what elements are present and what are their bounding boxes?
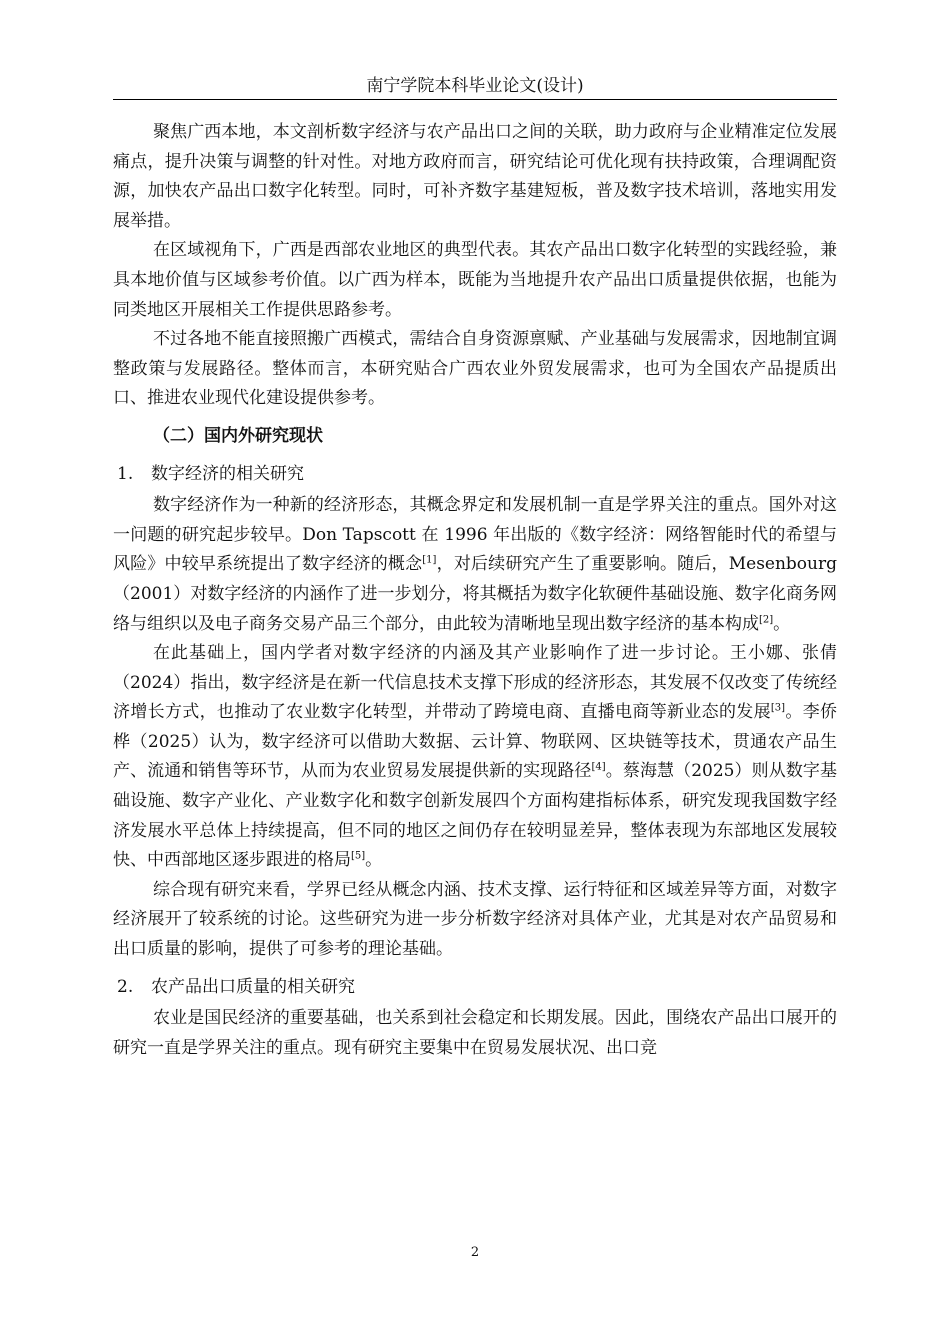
subheading-text: 农产品出口质量的相关研究 [151,976,355,997]
body-text [113,118,837,1063]
page-number: 2 [470,1245,480,1260]
subheading-digital-economy [113,460,837,490]
citation-ref: [3] [770,702,786,714]
text-run: 。蔡海慧（2025）则从数字基础设施、数字产业化、产业数字化和数字创新发展四个方面构建指标体系，研究发现我国数字经济发展水平总体上持续提高，但不同的地区之间仍存在较明显差异，整体表现为东部地区发展较快、中西部地区逐步跟进的格局 [113,761,838,871]
subheading-text: 数字经济的相关研究 [151,463,304,484]
citation-ref: [2] [759,613,774,625]
text-run: 。李侨桦（2025）认为，数字经济可以借助大数据、云计算、物联网、区块链等技术，贯通农产品生产、流通和销售等环节，从而为农业贸易发展提供新的实现路径 [113,702,838,782]
text-run: 。 [773,613,791,634]
subheading-number: 2. [117,976,134,997]
paragraph-summary: 综合现有研究来看，学界已经从概念内涵、技术支撑、运行特征和区域差异等方面，对数字经济展开了较系统的讨论。这些研究为进一步分析数字经济对具体产业，尤其是对农产品贸易和出口质量的影响，提供了可参考的理论基础。 [113,879,837,960]
paragraph-digital-economy-concept [113,491,837,639]
header-divider [113,99,837,100]
text-run: 。 [365,850,383,871]
paragraph-guangxi-focus: 聚焦广西本地，本文剖析数字经济与农产品出口之间的关联，助力政府与企业精准定位发展痛点，提升决策与调整的针对性。对地方政府而言，研究结论可优化现有扶持政策，合理调配资源，加快农产品出口数字化转型。同时，可补齐数字基建短板，普及数字技术培训，落地实用发展举措。 [113,122,837,231]
citation-ref: [4] [591,761,606,773]
page-header-title: 南宁学院本科毕业论文(设计) [366,76,584,96]
citation-ref: [5] [351,850,366,862]
subheading-number: 1. [117,463,134,484]
citation-ref: [1] [422,554,437,566]
paragraph-adaptation: 不过各地不能直接照搬广西模式，需结合自身资源禀赋、产业基础与发展需求，因地制宜调整政策与发展路径。整体而言，本研究贴合广西农业外贸发展需求，也可为全国农产品提质出口、推进农业现代化建设提供参考。 [113,329,837,409]
section-heading: （二）国内外研究现状 [153,425,323,446]
paragraph-regional-view: 在区域视角下，广西是西部农业地区的典型代表。其农产品出口数字化转型的实践经验，兼具本地价值与区域参考价值。以广西为样本，既能为当地提升农产品出口质量提供依据，也能为同类地区开展相关工作提供思路参考。 [113,240,837,320]
paragraph-agriculture: 农业是国民经济的重要基础，也关系到社会稳定和长期发展。因此，围绕农产品出口展开的研究一直是学界关注的重点。现有研究主要集中在贸易发展状况、出口竞 [113,1008,837,1058]
paragraph-domestic-research [113,639,837,876]
text-run: 在此基础上，国内学者对数字经济的内涵及其产业影响作了进一步讨论。王小娜、张倩（2024）指出，数字经济是在新一代信息技术支撑下形成的经济形态，其发展不仅改变了传统经济增长方式，也推动了农业数字化转型，并带动了跨境电商、直播电商等新业态的发展 [113,643,837,723]
subheading-export-quality [113,973,837,1003]
text-run: ，对后续研究产生了重要影响。随后，Mesenbourg（2001）对数字经济的内涵作了进一步划分，将其概括为数字化软硬件基础设施、数字化商务网络与组织以及电子商务交易产品三个部分，由此较为清晰地呈现出数字经济的基本构成 [113,554,838,634]
text-run: 数字经济作为一种新的经济形态，其概念界定和发展机制一直是学界关注的重点。国外对这一问题的研究起步较早。Don Tapscott 在 1996 年出版的《数字经济：网络智能时代的希望与风险》中较早系统提出了数字经济的概念 [113,495,837,575]
